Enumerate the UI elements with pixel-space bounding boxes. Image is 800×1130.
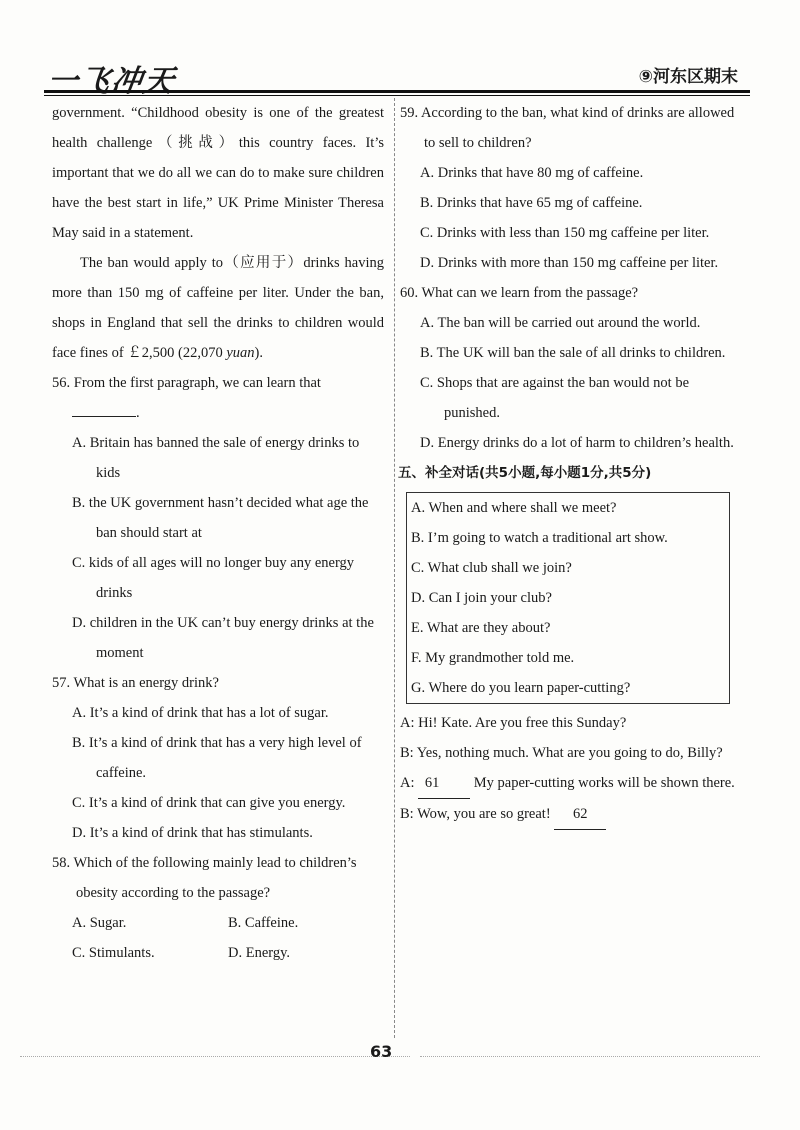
option-d[interactable]: D. Drinks with more than 150 mg caffeine per liter. [420, 255, 719, 271]
option-a[interactable]: A. Drinks that have 80 mg of caffeine. [420, 165, 644, 181]
option-c[interactable]: C. Stimulants. [72, 945, 155, 961]
column-divider [394, 98, 395, 1038]
header-rule-thin [44, 95, 750, 96]
passage-paragraph-1: government. “Childhood obesity is one of the greatest health challenge（挑战）this country faces. It’s important that we do all we can do to make sure children have the best start in life,” UK Prime Minister Theresa May said in a statement. [52, 105, 384, 241]
options-row-1 [72, 908, 384, 938]
dialogue-line-2: B: Yes, nothing much. What are you going to do, Billy? [400, 745, 723, 761]
footer-rule-right [420, 1056, 760, 1057]
choice-c: C. What club shall we join? [411, 560, 572, 576]
option-c[interactable]: C. kids of all ages will no longer buy any energy drinks [72, 555, 355, 601]
option-c[interactable]: C. Shops that are against the ban would not be punished. [420, 375, 690, 421]
question-59 [400, 98, 740, 278]
option-b[interactable]: B. The UK will ban the sale of all drinks to children. [420, 345, 726, 361]
option-b[interactable]: B. the UK government hasn’t decided what age the ban should start at [72, 495, 369, 541]
section-heading: 五、补全对话(共5小题,每小题1分,共5分) [398, 465, 652, 481]
option-d[interactable]: D. Energy. [228, 945, 291, 961]
option-d[interactable]: D. children in the UK can’t buy energy drinks at the moment [72, 615, 374, 661]
blank-62[interactable]: 62 [554, 799, 606, 830]
question-stem: 60. What can we learn from the passage? [400, 285, 639, 301]
choice-b: B. I’m going to watch a traditional art show. [411, 530, 668, 546]
option-a[interactable]: A. Sugar. [72, 915, 127, 931]
option-b[interactable]: B. It’s a kind of drink that has a very high level of caffeine. [72, 735, 362, 781]
dialogue-line-1: A: Hi! Kate. Are you free this Sunday? [400, 715, 627, 731]
footer-rule-left [20, 1056, 410, 1057]
option-a[interactable]: A. It’s a kind of drink that has a lot of sugar. [72, 705, 329, 721]
right-column [400, 98, 740, 830]
exam-badge: ⑨河东区期末 [638, 67, 738, 87]
header-rule [44, 90, 750, 93]
option-d[interactable]: D. It’s a kind of drink that has stimulants. [72, 825, 313, 841]
blank-61[interactable]: 61 [418, 768, 470, 799]
choice-d: D. Can I join your club? [411, 590, 552, 606]
brand-logo: 一飞冲天 [45, 64, 178, 99]
choice-a: A. When and where shall we meet? [411, 500, 617, 516]
choice-g: G. Where do you learn paper-cutting? [411, 680, 631, 696]
page-number: 63 [370, 1042, 393, 1061]
question-58 [52, 848, 384, 968]
dialogue-line-4: B: Wow, you are so great! 62 [400, 799, 740, 830]
question-stem: 57. What is an energy drink? [52, 675, 219, 691]
option-c[interactable]: C. It’s a kind of drink that can give you energy. [72, 795, 346, 811]
options-row-2 [72, 938, 384, 968]
left-column [52, 98, 384, 968]
question-57 [52, 668, 384, 848]
choice-box [406, 492, 730, 704]
dialogue-line-3: A: 61 My paper-cutting works will be shown there. [400, 768, 740, 799]
question-60 [400, 278, 740, 458]
option-a[interactable]: A. The ban will be carried out around the world. [420, 315, 701, 331]
passage-paragraph-2: The ban would apply to（应用于）drinks having more than 150 mg of caffeine per liter. Under the ban, shops in England that sell the drinks to children would face fines of ￡2,500 (22,070 yuan). [52, 255, 384, 361]
option-a[interactable]: A. Britain has banned the sale of energy drinks to kids [72, 435, 360, 481]
option-b[interactable]: B. Caffeine. [228, 915, 299, 931]
question-stem: 58. Which of the following mainly lead to children’s obesity according to the passage? [52, 855, 357, 901]
option-b[interactable]: B. Drinks that have 65 mg of caffeine. [420, 195, 643, 211]
option-d[interactable]: D. Energy drinks do a lot of harm to children’s health. [420, 435, 734, 451]
question-56 [52, 368, 384, 668]
choice-f: F. My grandmother told me. [411, 650, 575, 666]
choice-e: E. What are they about? [411, 620, 551, 636]
question-stem: 59. According to the ban, what kind of drinks are allowed to sell to children? [400, 105, 735, 151]
option-c[interactable]: C. Drinks with less than 150 mg caffeine per liter. [420, 225, 710, 241]
answer-blank: . [72, 398, 384, 428]
question-stem: 56. From the first paragraph, we can learn that [52, 375, 321, 391]
